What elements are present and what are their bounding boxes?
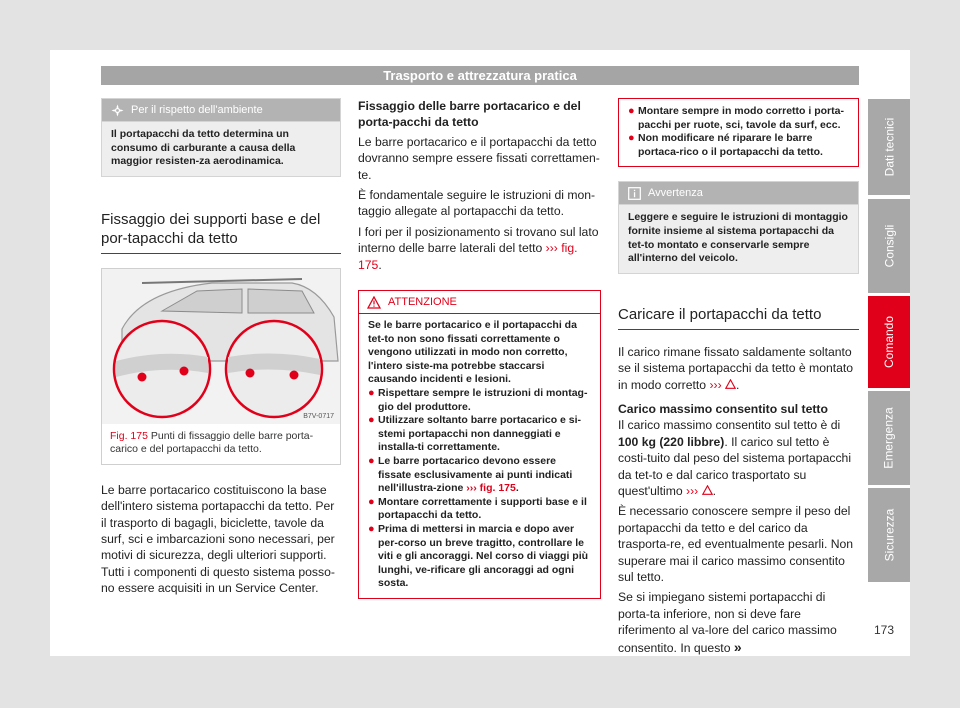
figure-caption [102,424,340,464]
warning-ref-icon [725,378,736,392]
warning-bullet: ● Utilizzare soltanto barre portacarico e si-stemi portapacchi non danneggiati e installa-ti correttamente. [368,414,591,455]
note-box-title: Avvertenza [648,187,703,200]
figure-code: B7V-0717 [303,412,334,420]
leaf-icon [110,103,124,117]
note-box-header [619,182,858,205]
page-header: Trasporto e attrezzatura pratica [101,66,859,85]
paragraph-fissati: Le barre portacarico e il portapacchi da tetto dovranno sempre essere fissati correttamen-te. [358,134,600,182]
warning-bullet-text [378,455,591,496]
paragraph-fori-end: . [378,257,382,272]
column-right [618,98,859,656]
warning-bullet-text: Prima di mettersi in marcia e dopo aver per-corso un breve tragitto, controllare le viti e gli ancoraggi. Nel corso di viaggi più lunghi, ve-rificare gli ancoraggi ad ogni sosta. [378,522,589,590]
warning-bullet-text: Montare sempre in modo corretto i porta-pacchi per ruote, sci, tavole da surf, ecc. [638,105,844,131]
tab-dati-tecnici[interactable] [868,99,910,195]
tab-consigli[interactable] [868,199,910,293]
warning-box-body [359,314,600,598]
paragraph-portata-inferiore-text: Se si impiegano sistemi portapacchi di porta-ta inferiore, non si deve fare riferimento al va-lore del carico massimo consentito. In questo [618,590,837,655]
paragraph-carico-fissato: Il carico rimane fissato saldamente soltanto se il sistema portapacchi da tetto è montato in modo corretto ››› . [618,344,854,392]
tab-label: Comando [882,315,896,369]
warning-bullet: ● Le barre portacarico devono essere fissate esclusivamente ai punti indicati nell'illustra-zione ››› fig. 175. [368,455,591,496]
warning-ref-icon [702,484,713,498]
paragraph-peso: È necessario conoscere sempre il peso del portapacchi da tetto e del carico da trasporta-re, ed eventualmente pesarli. Non superare mai il carico massimo consentito sul tetto. [618,504,854,585]
section-title-caricare: Caricare il portapacchi da tetto [618,305,859,330]
paragraph-base-barre: Le barre portacarico costituiscono la base dell'intero sistema portapacchi da tetto. Per il trasporto di bagagli, biciclette, tavole da surf, sci e imbarcazioni sono necessari, per motivi di sicurezza, degli ulteriori supporti. Tutti i componenti di questo sistema posso-no essere acquisiti in un Service Center. [101,482,335,596]
tab-sicurezza[interactable] [868,488,910,582]
tab-comando[interactable] [868,296,910,388]
environment-box-title: Per il rispetto dell'ambiente [131,104,263,116]
warning-bullet: ● Montare correttamente i supporti base e il portapacchi da tetto. [368,496,591,523]
warning-bullet: ● Non modificare né riparare le barre portaca-rico o il portapacchi da tetto. [628,132,849,159]
column-left [101,98,341,597]
tab-label: Emergenza [882,407,896,469]
warning-bullet: ● Prima di mettersi in marcia e dopo aver per-corso un breve tragitto, controllare le viti e gli ancoraggi. Nel corso di viaggi più lunghi, ve-rificare gli ancoraggi ad ogni sosta. [368,523,591,591]
tab-label: Sicurezza [882,508,896,562]
warning-continued-body [619,99,858,166]
paragraph-carico-massimo-cont: . Il carico sul tetto è costi-tuito dal peso del sistema portapacchi da tet-to e dal carico trasportato su quest'ultimo [618,434,852,498]
warning-bullet-text: Utilizzare soltanto barre portacarico e si-stemi portapacchi non danneggiati e installa-ti correttamente. [378,414,582,454]
note-box [618,181,859,273]
max-load-value: 100 kg (220 libbre) [618,434,725,449]
roof-rack-illustration [102,269,340,424]
warning-intro: Se le barre portacarico e il portapacchi da tet-to non sono fissati correttamente o vengono utilizzati in modo non corretto, l'intero siste-ma potrebbe staccarsi causando incidenti e lesioni. [368,319,577,386]
paragraph-fori-text: I fori per il posizionamento si trovano sul lato interno delle barre laterali del tetto [358,224,599,256]
warning-bullet: ● Montare sempre in modo corretto i porta-pacchi per ruote, sci, tavole da surf, ecc. [628,105,849,132]
paragraph-fori [358,224,601,273]
subheading-carico-massimo: Carico massimo consentito sul tetto [618,401,828,416]
subheading-fissaggio-barre: Fissaggio delle barre portacarico e del porta-pacchi da tetto [358,99,581,130]
warning-triangle-icon [367,295,381,309]
paragraph-carico-massimo-text: Il carico massimo consentito sul tetto è di [618,418,841,433]
warning-bullet-text: Montare correttamente i supporti base e il portapacchi da tetto. [378,495,587,522]
note-box-text: Leggere e seguire le istruzioni di montaggio fornite insieme al sistema portapacchi da tet-to montato e conservarle sempre all'interno del veicolo. [628,211,848,265]
column-middle [358,98,601,599]
warning-box-header [359,291,600,314]
section-title-fissaggio: Fissaggio dei supporti base e del por-tapacchi da tetto [101,210,341,254]
page-number: 173 [874,623,895,637]
warning-bullet: ● Rispettare sempre le istruzioni di montag-gio del produttore. [368,387,591,414]
environment-box-text: Il portapacchi da tetto determina un consumo di carburante a causa della maggior resisten-za aerodinamica. [111,128,296,168]
figure-caption-text: Punti di fissaggio delle barre porta-carico e del portapacchi da tetto. [110,429,314,456]
warning-bullet-3-text: Le barre portacarico devono essere fissate esclusivamente ai punti indicati nell'illustra-zione [378,455,573,495]
tab-label: Dati tecnici [882,117,896,177]
figure-number: Fig. 175 [110,429,148,442]
warning-link[interactable]: ››› [686,484,699,498]
figure-link[interactable]: ››› fig. 175 [358,241,578,272]
paragraph-portata-inferiore [618,589,859,656]
info-icon [627,186,641,200]
warning-box-title: ATTENZIONE [388,296,457,309]
continue-arrow: » [733,638,742,655]
paragraph-istruzioni: È fondamentale seguire le istruzioni di mon-taggio allegate al portapacchi da tetto. [358,188,596,219]
environment-box-header [102,99,340,122]
warning-link[interactable]: ››› [709,377,722,392]
figure-175 [101,268,341,465]
paragraph-carico-massimo: Il carico massimo consentito sul tetto è di 100 kg (220 libbre). Il carico sul tetto è costi-tuito dal peso del sistema portapacchi da tet-to e dal carico trasportato su quest'ultimo ››› . [618,418,852,498]
environment-box [101,98,341,177]
warning-box-continued [618,98,859,167]
warning-bullet-3-end: . [515,482,519,495]
paragraph-carico-fissato-text: Il carico rimane fissato saldamente soltanto se il sistema portapacchi da tetto è montato in modo corretto [618,344,854,392]
figure-link[interactable]: ››› fig. 175 [466,482,516,495]
warning-bullet-text: Rispettare sempre le istruzioni di montag-gio del produttore. [378,387,588,413]
warning-bullet-text: Non modificare né riparare le barre portaca-rico o il portapacchi da tetto. [638,132,823,158]
tab-emergenza[interactable] [868,391,910,485]
tab-label: Consigli [882,224,896,268]
warning-box [358,290,601,599]
